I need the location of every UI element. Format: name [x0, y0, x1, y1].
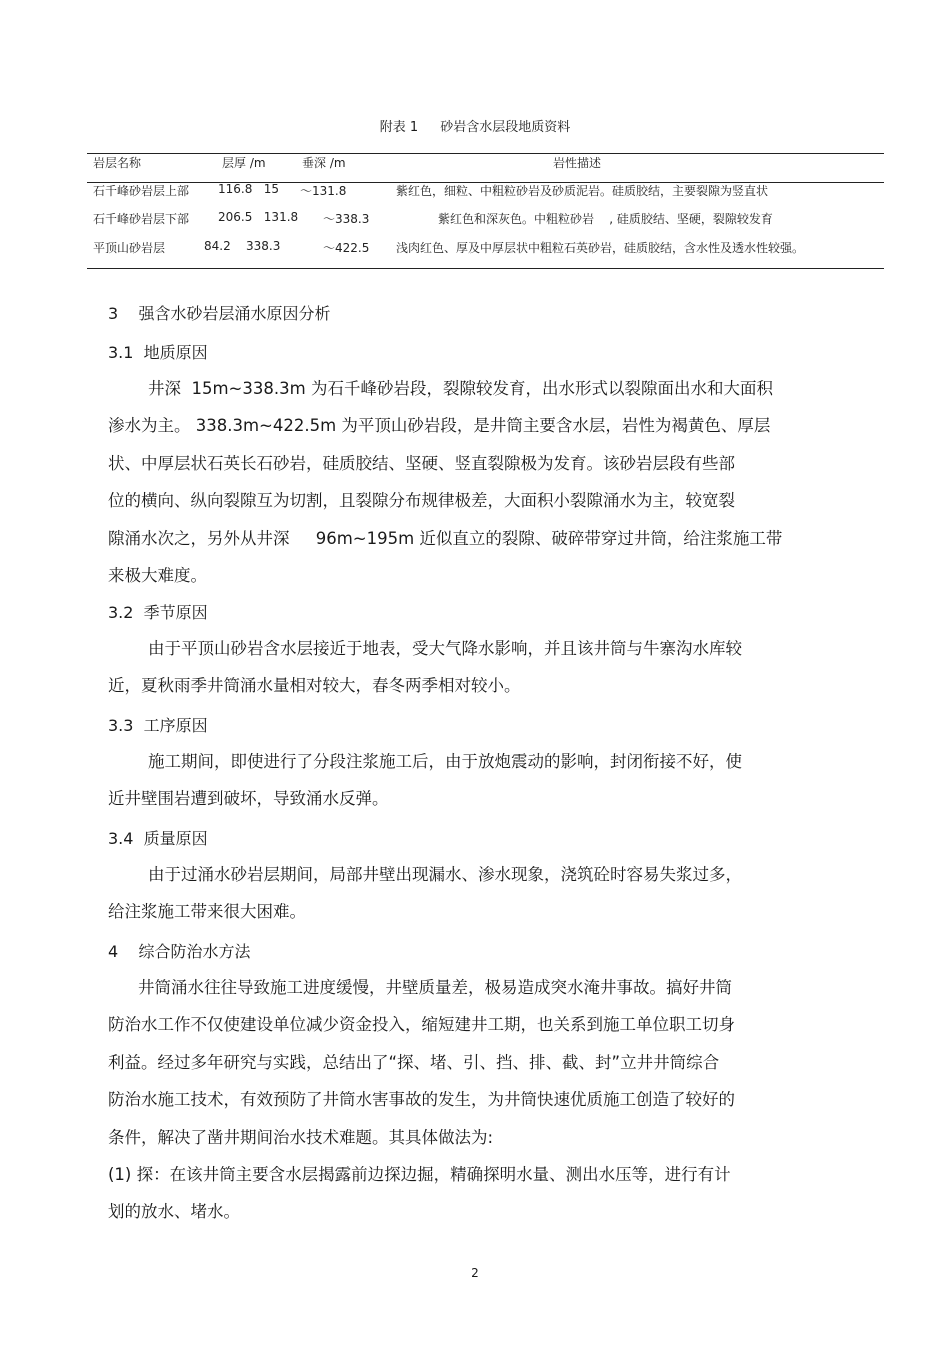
paragraph-line: 渗水为主。 338.3m~422.5m 为平顶山砂岩段，是井筒主要含水层，岩性为褐黄色、厚层 — [108, 416, 771, 436]
paragraph-line: (1) 探：在该井筒主要含水层揭露前边探边掘，精确探明水量、测出水压等，进行有计 — [108, 1164, 731, 1184]
paragraph-geology — [108, 370, 808, 594]
table-cell: 紫红色，细粒、中粗粒砂岩及砂质泥岩。硅质胶结，主要裂隙为竖直状 — [396, 184, 769, 198]
table-cell: 石千峰砂岩层下部 — [93, 212, 190, 226]
paragraph-line: 来极大难度。 — [108, 565, 207, 585]
subsection-heading: 3.1 地质原因 — [108, 343, 208, 362]
paragraph-season — [108, 630, 808, 705]
paragraph-line: 井筒涌水往往导致施工进度缓慢，井壁质量差，极易造成突水淹井事故。搞好井筒 — [138, 978, 732, 997]
paragraph-line: 利益。经过多年研究与实践，总结出了“探、堵、引、挡、排、截、封”立井井筒综合 — [108, 1052, 720, 1072]
subsection-heading: 3.3 工序原因 — [108, 716, 208, 735]
table-caption-label: 附表 1 — [379, 120, 419, 135]
paragraph-line: 近井壁围岩遭到破坏，导致涌水反弹。 — [108, 789, 389, 809]
table-header-cell: 岩性描述 — [553, 156, 602, 170]
table-cell: ～422.5 — [323, 241, 370, 255]
paragraph-line: 防治水工作不仅使建设单位减少资金投入，缩短建井工期，也关系到施工单位职工切身 — [108, 1015, 735, 1035]
paragraph-methods — [108, 969, 808, 1231]
paragraph-line: 状、中厚层状石英长石砂岩，硅质胶结、坚硬、竖直裂隙极为发育。该砂岩层段有些部 — [108, 453, 735, 473]
table-caption — [0, 116, 950, 135]
paragraph-line: 给注浆施工带来很大困难。 — [108, 902, 306, 922]
paragraph-line: 近，夏秋雨季井筒涌水量相对较大，春冬两季相对较小。 — [108, 676, 521, 696]
table-caption-title: 砂岩含水层段地质资料 — [440, 120, 571, 135]
subsection-heading: 3.2 季节原因 — [108, 603, 208, 622]
table-cell: 石千峰砂岩层上部 — [93, 184, 190, 198]
section-heading: 3 强含水砂岩层涌水原因分析 — [108, 304, 331, 323]
page-number: 2 — [471, 1266, 479, 1280]
table-cell: 浅肉红色、厚及中厚层状中粗粒石英砂岩，硅质胶结，含水性及透水性较强。 — [396, 241, 805, 255]
paragraph-line: 防治水施工技术，有效预防了井筒水害事故的发生，为井筒快速优质施工创造了较好的 — [108, 1090, 735, 1110]
table-cell: ～131.8 — [300, 184, 347, 198]
table-cell: 平顶山砂岩层 — [93, 241, 166, 255]
table-cell: 84.2 338.3 — [204, 239, 281, 253]
section-heading: 4 综合防治水方法 — [108, 942, 251, 961]
table-bottom-rule — [87, 268, 884, 269]
table-header-cell: 层厚 /m — [222, 156, 266, 170]
paragraph-line: 井深 15m~338.3m 为石千峰砂岩段，裂隙较发育，出水形式以裂隙面出水和大面积 — [148, 379, 773, 398]
subsection-heading: 3.4 质量原因 — [108, 829, 208, 848]
paragraph-line: 条件，解决了凿井期间治水技术难题。其具体做法为: — [108, 1127, 494, 1147]
paragraph-line: 划的放水、堵水。 — [108, 1202, 240, 1222]
table-header-cell: 垂深 /m — [302, 156, 346, 170]
paragraph-process — [108, 743, 808, 818]
table-cell: 206.5 131.8 — [218, 210, 299, 224]
paragraph-line: 由于平顶山砂岩含水层接近于地表，受大气降水影响，并且该井筒与牛寨沟水库较 — [148, 639, 742, 658]
table-cell: 紫红色和深灰色。中粗粒砂岩 , 硅质胶结、坚硬，裂隙较发育 — [438, 212, 773, 226]
paragraph-quality — [108, 856, 808, 931]
table-cell: 116.8 15 — [218, 182, 280, 196]
table-header-cell: 岩层名称 — [93, 156, 142, 170]
table-cell: ～338.3 — [323, 212, 370, 226]
paragraph-line: 施工期间，即使进行了分段注浆施工后，由于放炮震动的影响，封闭衔接不好，使 — [148, 752, 742, 771]
paragraph-line: 由于过涌水砂岩层期间，局部井壁出现漏水、渗水现象，浇筑砼时容易失浆过多， — [148, 865, 742, 884]
paragraph-line: 隙涌水次之，另外从井深 96m~195m 近似直立的裂隙、破碎带穿过井筒，给注浆施工带 — [108, 528, 783, 548]
paragraph-line: 位的横向、纵向裂隙互为切割，且裂隙分布规律极差，大面积小裂隙涌水为主，较宽裂 — [108, 491, 735, 511]
table-top-rule — [87, 153, 884, 154]
